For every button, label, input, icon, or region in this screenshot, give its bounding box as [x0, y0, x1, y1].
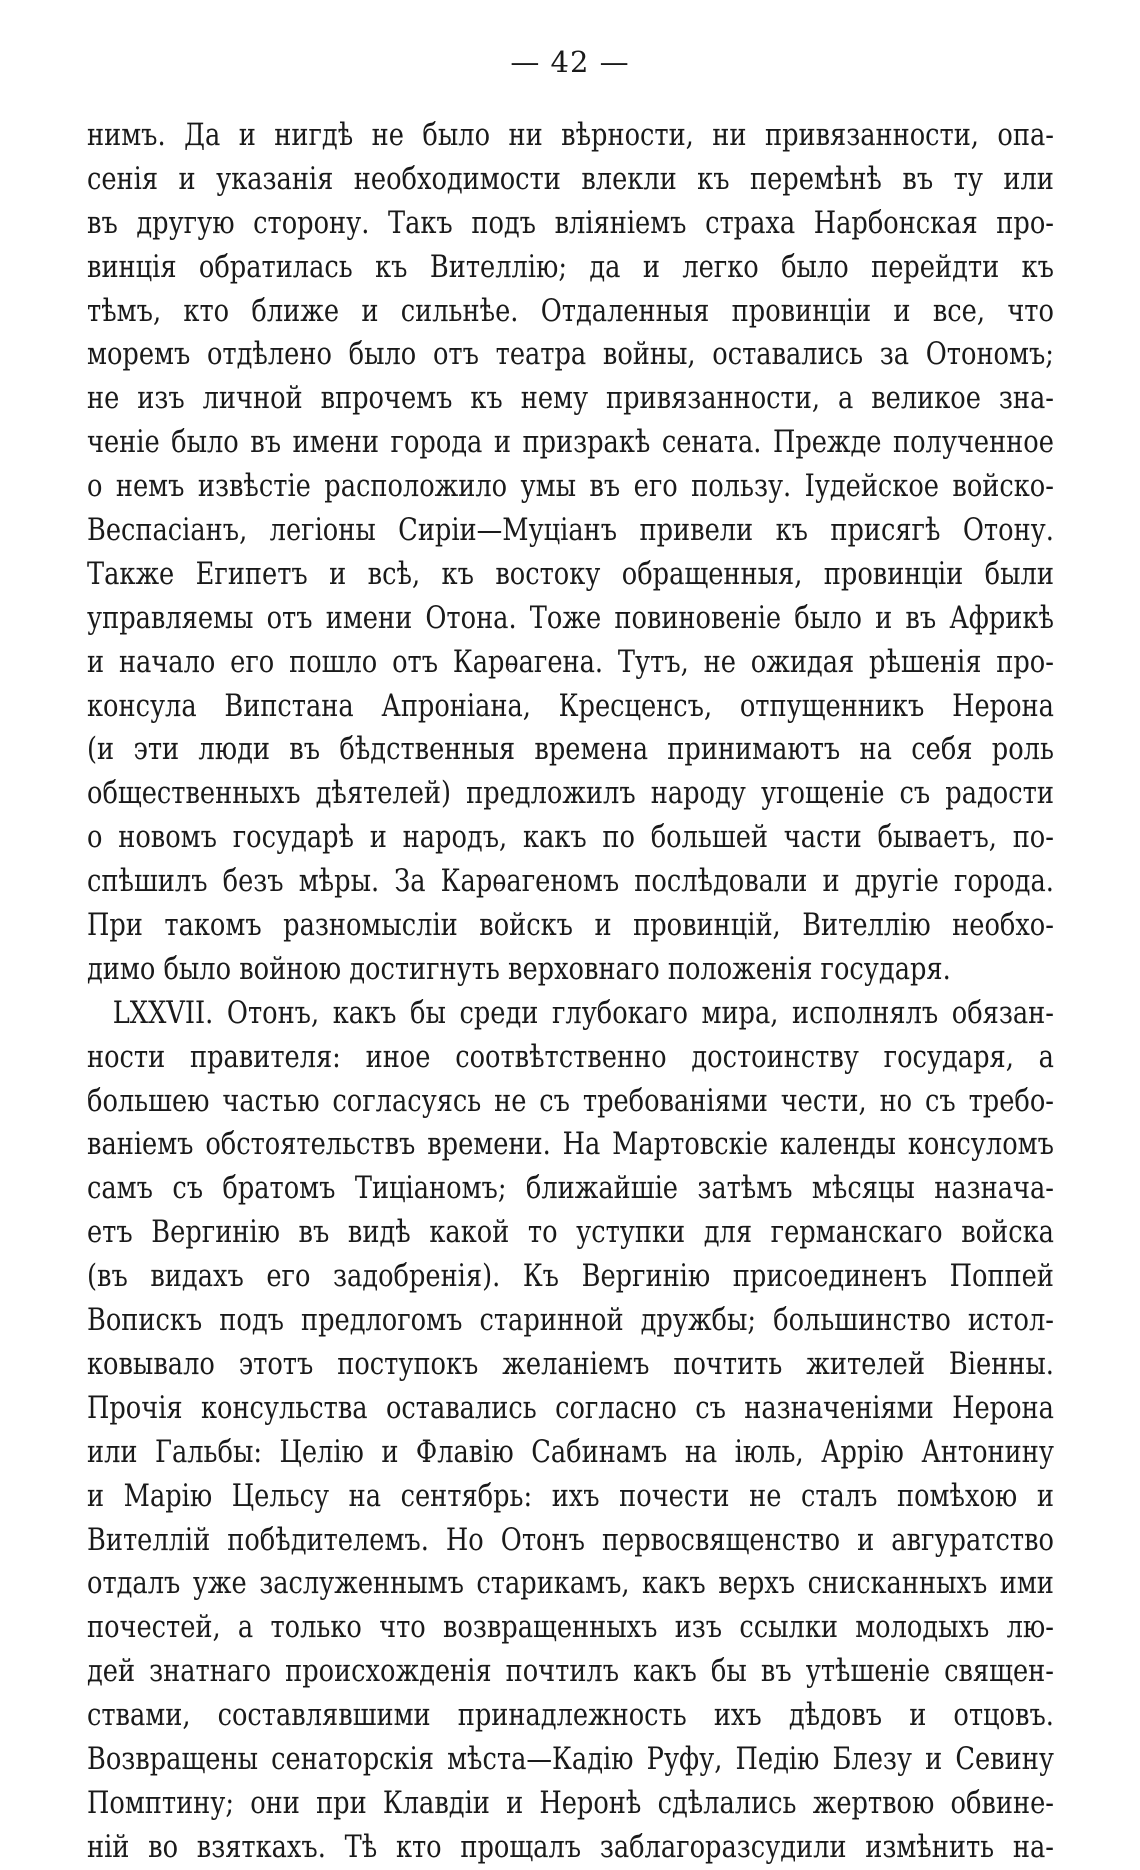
text-line: Вопискъ подъ предлогомъ старинной дружбы; большинство истол- — [87, 1302, 1054, 1339]
text-line: большею частью согласуясь не съ требованіями чести, но съ требо- — [87, 1082, 1054, 1119]
text-line: Вителлій побѣдителемъ. Но Отонъ первосвященство и авгуратство — [87, 1521, 1054, 1558]
text-line: управляемы отъ имени Отона. Тоже повиновеніе было и въ Африкѣ — [87, 599, 1054, 636]
text-line: (и эти люди въ бѣдственныя времена принимаютъ на себя роль — [87, 731, 1054, 768]
text-line: (въ видахъ его задобренія). Къ Вергинію присоединенъ Поппей — [87, 1258, 1054, 1295]
text-line: почестей, а только что возвращенныхъ изъ ссылки молодыхъ лю- — [87, 1609, 1054, 1646]
body-text — [87, 114, 1054, 1870]
text-line: винція обратилась къ Вителлію; да и легко было перейдти къ — [87, 248, 1054, 285]
text-line: ствами, составлявшими принадлежность ихъ дѣдовъ и отцовъ. — [87, 1697, 1054, 1734]
text-line: спѣшилъ безъ мѣры. За Карѳагеномъ послѣдовали и другіе города. — [87, 863, 1054, 900]
text-line: дей знатнаго происхожденія почтилъ какъ бы въ утѣшеніе священ- — [87, 1653, 1054, 1690]
text-line: ваніемъ обстоятельствъ времени. На Мартовскіе календы консуломъ — [87, 1126, 1054, 1163]
text-line: о немъ извѣстіе расположило умы въ его пользу. Іудейское войско- — [87, 468, 1054, 505]
text-line: отдалъ уже заслуженнымъ старикамъ, какъ верхъ снисканныхъ ими — [87, 1565, 1054, 1602]
section-start-line: LXXVII. Отонъ, какъ бы среди глубокаго мира, исполнялъ обязан- — [112, 994, 1054, 1031]
text-line: общественныхъ дѣятелей) предложилъ народу угощеніе съ радости — [87, 775, 1054, 812]
text-line: Также Египетъ и всѣ, къ востоку обращенныя, провинціи были — [87, 555, 1054, 592]
text-line: и Марію Цельсу на сентябрь: ихъ почести не сталъ помѣхою и — [87, 1477, 1054, 1514]
text-line: сенія и указанія необходимости влекли къ перемѣнѣ въ ту или — [87, 160, 1054, 197]
text-line: ковывало этотъ поступокъ желаніемъ почтить жителей Віенны. — [87, 1345, 1054, 1382]
text-line: самъ съ братомъ Тиціаномъ; ближайшіе затѣмъ мѣсяцы назнача- — [87, 1170, 1054, 1207]
page-number: — 42 — — [510, 45, 630, 79]
text-line: моремъ отдѣлено было отъ театра войны, оставались за Отономъ; — [87, 336, 1054, 373]
text-line: нимъ. Да и нигдѣ не было ни вѣрности, ни привязанности, опа- — [87, 117, 1054, 153]
text-line: не изъ личной впрочемъ къ нему привязанности, а великое зна- — [87, 380, 1054, 417]
text-line: Прочія консульства оставались согласно съ назначеніями Нерона — [87, 1389, 1054, 1426]
text-line: ній во взяткахъ. Тѣ кто прощалъ заблагоразсудили измѣнить на- — [87, 1828, 1054, 1865]
text-line: етъ Вергинію въ видѣ какой то уступки для германскаго войска — [87, 1214, 1054, 1251]
text-line: Возвращены сенаторскія мѣста—Кадію Руфу, Педію Блезу и Севину — [87, 1740, 1054, 1777]
text-line: Помптину; они при Клавдіи и Неронѣ сдѣлались жертвою обвине- — [87, 1784, 1054, 1821]
text-line: и начало его пошло отъ Карѳагена. Тутъ, не ожидая рѣшенія про- — [87, 643, 1054, 680]
text-line: или Гальбы: Целію и Флавію Сабинамъ на іюль, Аррію Антонину — [87, 1433, 1054, 1470]
text-line: Веспасіанъ, легіоны Сиріи—Муціанъ привели къ присягѣ Отону. — [87, 512, 1054, 549]
text-line: При такомъ разномысліи войскъ и провинцій, Вителлію необхо- — [87, 907, 1054, 944]
text-line: тѣмъ, кто ближе и сильнѣе. Отдаленныя провинціи и все, что — [87, 292, 1054, 329]
text-line: консула Випстана Апроніана, Кресценсъ, отпущенникъ Нерона — [87, 687, 1054, 724]
text-line: ности правителя: иное соотвѣтственно достоинству государя, а — [87, 1038, 1054, 1075]
text-line: въ другую сторону. Такъ подъ вліяніемъ страха Нарбонская про- — [87, 204, 1054, 241]
text-line: о новомъ государѣ и народъ, какъ по большей части бываетъ, по- — [87, 819, 1054, 856]
text-line: ченіе было въ имени города и призракѣ сената. Прежде полученное — [87, 424, 1054, 461]
paragraph-end-line: димо было войною достигнуть верховнаго положенія государя. — [87, 950, 951, 987]
